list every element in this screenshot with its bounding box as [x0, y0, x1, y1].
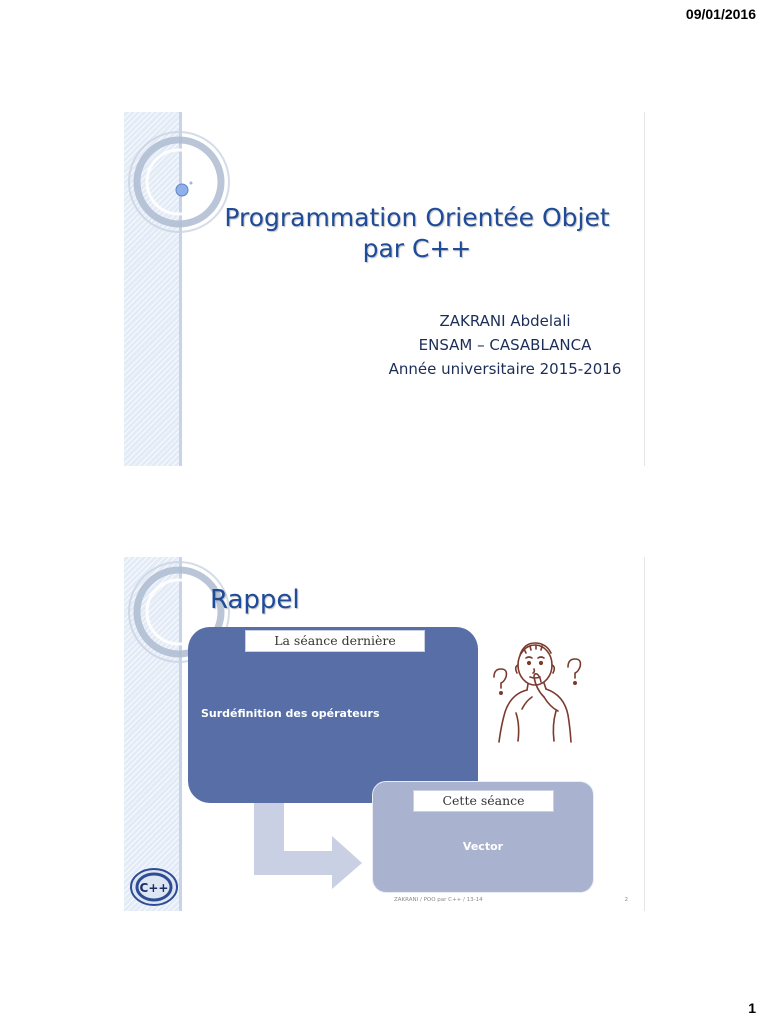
arrow-down-right-icon — [254, 801, 374, 891]
slide-title-text — [202, 202, 632, 264]
page-date: 09/01/2016 — [685, 6, 756, 22]
cpp-logo-icon — [129, 867, 179, 907]
institution-name: ENSAM – CASABLANCA — [418, 336, 592, 354]
author-info — [380, 309, 630, 381]
page-number: 1 — [748, 1000, 756, 1016]
current-session-label: Cette séance — [413, 790, 554, 812]
slide-number: 2 — [624, 897, 628, 903]
previous-session-topic: Surdéfinition des opérateurs — [201, 707, 380, 720]
previous-session-label: La séance dernière — [245, 630, 425, 652]
slide-footer: ZAKRANI / POO par C++ / 13-14 — [394, 897, 483, 903]
thinking-person-icon — [486, 637, 586, 749]
title-line-2: par C++ — [362, 234, 472, 263]
current-session-topic: Vector — [462, 840, 504, 853]
current-session-box — [372, 781, 594, 893]
cpp-logo-text: C++ — [139, 881, 169, 895]
previous-session-box — [188, 627, 478, 803]
academic-year: Année universitaire 2015-2016 — [388, 360, 622, 378]
slide-rappel — [124, 557, 645, 911]
slide-title — [124, 112, 645, 466]
author-name: ZAKRANI Abdelali — [439, 312, 571, 330]
slide-heading: Rappel — [210, 585, 300, 615]
title-line-1: Programmation Orientée Objet — [224, 203, 610, 232]
